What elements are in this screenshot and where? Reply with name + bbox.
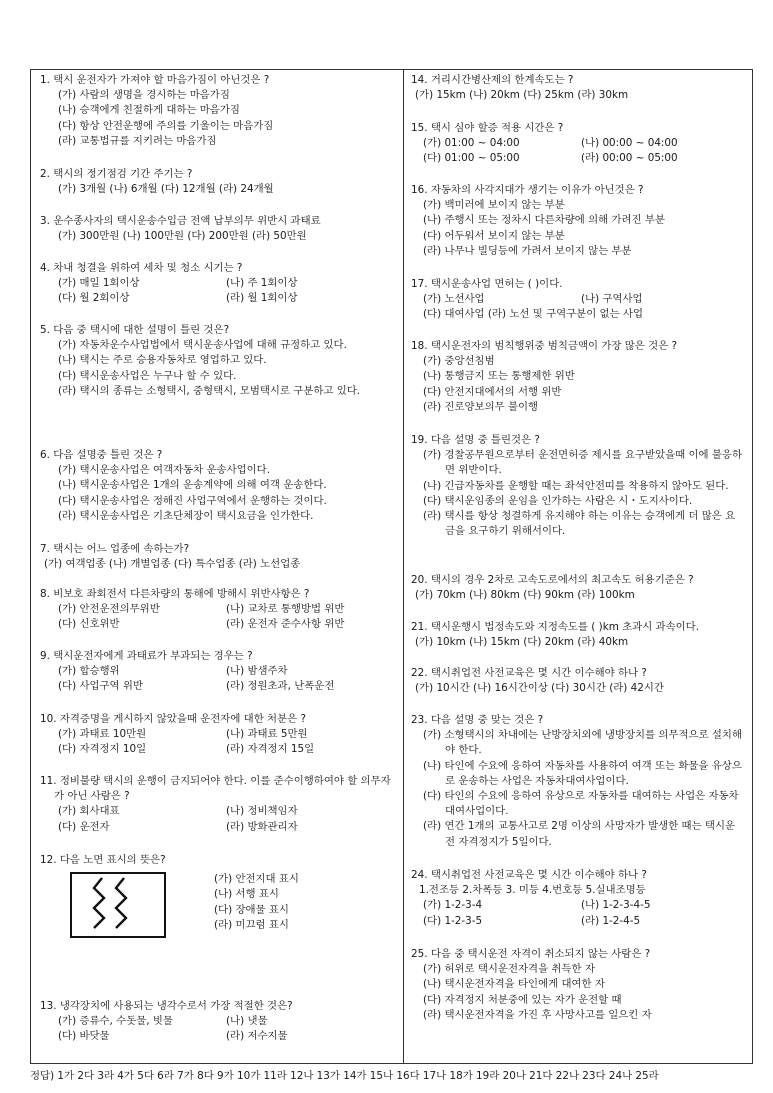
option: (라) 00:00 ~ 05:00 <box>581 152 678 165</box>
option: (나) 통행금지 또는 통행제한 위반 <box>423 370 575 383</box>
option: (가) 자동차운수사업법에서 택시운송사업에 대해 규정하고 있다. <box>58 339 347 352</box>
question-10 <box>40 712 395 758</box>
question-title: 23. 다음 설명 중 맞는 것은 ? <box>411 714 544 726</box>
option-row <box>58 742 395 757</box>
option: (다) 바닷물 <box>58 1030 110 1043</box>
option: (다) 택시운송사업은 누구나 할 수 있다. <box>58 369 237 382</box>
option-line: (가) 70km (나) 80km (다) 90km (라) 100km <box>415 589 635 602</box>
option: (다) 항상 안전운행에 주의를 기울이는 마음가짐 <box>58 119 274 132</box>
question-21 <box>411 620 745 650</box>
question-title: 2. 택시의 정기점검 기간 주기는 ? <box>40 168 193 180</box>
question-title: 11. 정비불량 택시의 운행이 금지되어야 한다. 이를 준수이행하여야 할 의무자가 아닌 사람은 ? <box>40 775 391 803</box>
question-2 <box>40 167 395 197</box>
question-title: 18. 택시운전자의 범칙행위중 범칙금액이 가장 많은 것은 ? <box>411 340 677 352</box>
option: (나) 냇물 <box>226 1015 268 1028</box>
option-row <box>58 276 395 291</box>
option: (다) 월 2회이상 <box>58 292 130 305</box>
option: (가) 백미러에 보이지 않는 부분 <box>423 199 565 212</box>
option: (가) 1-2-3-4 <box>423 899 483 912</box>
option: (라) 정원초과, 난폭운전 <box>226 680 335 693</box>
question-title: 17. 택시운송사업 면허는 ( )이다. <box>411 278 563 290</box>
option: (라) 교통법규를 지키려는 마음가짐 <box>58 134 217 147</box>
question-23 <box>411 713 745 850</box>
option: (다) 택시운송사업은 정해진 사업구역에서 운행하는 것이다. <box>58 494 327 507</box>
option: (라) 운전자 준수사항 위반 <box>226 618 345 631</box>
option-row <box>423 898 745 913</box>
option: (가) 회사대표 <box>58 805 120 818</box>
zigzag-marking-icon <box>72 874 164 936</box>
option-row <box>58 617 395 632</box>
question-9 <box>40 649 395 695</box>
option: (나) 택시운전자격을 타인에게 대여한 자 <box>423 978 605 991</box>
question-title: 4. 차내 청결을 위하여 세차 및 청소 시기는 ? <box>40 262 243 274</box>
question-5 <box>40 323 395 399</box>
question-24 <box>411 868 745 929</box>
option: (나) 1-2-3-4-5 <box>581 899 651 912</box>
option: (다) 01:00 ~ 05:00 <box>423 152 520 165</box>
option: (가) 01:00 ~ 04:00 <box>423 137 520 150</box>
option: (다) 택시운임종의 운임을 인가하는 사람은 시・도지사이다. <box>423 494 693 507</box>
question-3 <box>40 214 395 244</box>
option: (가) 증류수, 수돗물, 빗물 <box>58 1015 173 1028</box>
question-title: 22. 택시취업전 사전교육은 몇 시간 이수해야 하나 ? <box>411 667 647 679</box>
option: (다) 장애물 표시 <box>214 903 289 916</box>
option: (나) 타인에 수요에 응하여 자동차를 사용하여 여객 또는 화물을 유상으로 운송하는 사업은 자동차대여사업이다. <box>423 759 742 787</box>
option: (라) 택시의 종류는 소형택시, 중형택시, 모범택시로 구분하고 있다. <box>58 384 361 397</box>
option-row <box>58 820 395 835</box>
option: (나) 택시는 주로 승용자동차로 영업하고 있다. <box>58 354 267 367</box>
option: (가) 과태료 10만원 <box>58 728 147 741</box>
question-title: 12. 다음 노면 표시의 뜻은? <box>40 854 166 866</box>
question-title: 19. 다음 설명 중 틀린것은 ? <box>411 434 540 446</box>
question-title: 15. 택시 심야 할증 적용 시간은 ? <box>411 122 564 134</box>
option: (나) 밤샘주차 <box>226 665 288 678</box>
question-title: 1. 택시 운전자가 가져야 할 마음가짐이 아닌것은 ? <box>40 74 270 86</box>
question-22 <box>411 666 745 696</box>
option: (나) 00:00 ~ 04:00 <box>581 137 678 150</box>
question-17 <box>411 277 745 323</box>
option: (라) 연간 1개의 교통사고로 2명 이상의 사망자가 발생한 때는 택시운전 자격정지가 5일이다. <box>423 820 736 848</box>
option: (가) 경찰공무원으로부터 운전면허증 제시를 요구받았을때 이에 불응하면 위반이다. <box>423 449 743 477</box>
option-row <box>423 292 745 307</box>
question-title: 14. 거리시간병산제의 한계속도는 ? <box>411 74 574 86</box>
option: (가) 안전운전의무위반 <box>58 603 160 616</box>
option: (라) 택시를 항상 청결하게 유지해야 하는 이유는 승객에게 더 많은 요금을 요구하기 위해서이다. <box>423 510 736 538</box>
option-row <box>58 804 395 819</box>
question-18 <box>411 339 745 415</box>
option: (라) 자격정지 15일 <box>226 743 315 756</box>
option-line: (가) 10km (나) 15km (다) 20km (라) 40km <box>415 636 629 649</box>
option: (라) 나무나 빌딩등에 가려서 보이지 않는 부분 <box>423 244 632 257</box>
question-title: 16. 자동차의 사각지대가 생기는 이유가 아닌것은 ? <box>411 184 644 196</box>
question-title: 24. 택시취업전 사전교육은 몇 시간 이수해야 하나 ? <box>411 869 647 881</box>
option: (가) 사람의 생명을 경시하는 마음가짐 <box>58 89 230 102</box>
option-row <box>58 602 395 617</box>
question-12 <box>40 853 395 938</box>
option: (다) 1-2-3-5 <box>423 914 483 927</box>
road-sign-block <box>40 872 395 938</box>
question-16 <box>411 183 745 259</box>
question-15 <box>411 121 745 167</box>
option-row <box>423 136 745 151</box>
option: (다) 어두워서 보이지 않는 부분 <box>423 229 565 242</box>
answer-key: 정답) 1가 2다 3라 4가 5다 6라 7가 8다 9가 10가 11라 12나 13가 14가 15나 16다 17나 18가 19라 20나 21다 22나 23다 24나 25라 <box>30 1070 659 1082</box>
question-4 <box>40 261 395 307</box>
question-20 <box>411 573 745 603</box>
option: (나) 서행 표시 <box>214 888 279 901</box>
question-title: 6. 다음 설명중 틀린 것은 ? <box>40 449 163 461</box>
option: (나) 주행시 또는 정차시 다른차량에 의해 가려진 부분 <box>423 214 666 227</box>
option: (나) 긴급자동차를 운행할 때는 좌석안전띠를 착용하지 않아도 된다. <box>423 479 729 492</box>
option-line: (가) 300만원 (나) 100만원 (다) 200만원 (라) 50만원 <box>58 230 307 243</box>
quiz-sheet <box>30 69 753 1085</box>
option: (라) 저수지물 <box>226 1030 288 1043</box>
option: (라) 택시운전자격을 가진 후 사망사고를 일으킨 자 <box>423 1008 652 1021</box>
option-line: (가) 15km (나) 20km (다) 25km (라) 30km <box>415 89 629 102</box>
option: (나) 교차로 통행방법 위반 <box>226 603 345 616</box>
option-row <box>58 664 395 679</box>
option: (나) 과태료 5만원 <box>226 728 308 741</box>
option: (나) 승객에게 친절하게 대하는 마음가짐 <box>58 104 240 117</box>
item-list: 1.전조등 2.차폭등 3. 미등 4.번호등 5.실내조명등 <box>419 884 646 897</box>
question-title: 13. 냉각장치에 사용되는 냉각수로서 가장 적절한 것은? <box>40 1000 293 1012</box>
option: (다) 안전지대에서의 서행 위반 <box>423 385 562 398</box>
question-title: 3. 운수종사자의 택시운송수입금 전액 납부의무 위반시 과태료 <box>40 215 321 227</box>
question-8 <box>40 587 395 633</box>
question-title: 7. 택시는 어느 업종에 속하는가? <box>40 543 190 555</box>
option-row <box>58 679 395 694</box>
option: (다) 신호위반 <box>58 618 120 631</box>
option: (나) 정비책임자 <box>226 805 298 818</box>
question-title: 5. 다음 중 택시에 대한 설명이 틀린 것은? <box>40 324 230 336</box>
question-13 <box>40 999 395 1045</box>
option: (라) 방화관리자 <box>226 820 298 833</box>
option-row <box>58 727 395 742</box>
option-row <box>423 151 745 166</box>
option: (다) 사업구역 위반 <box>58 680 143 693</box>
option: (라) 미끄럼 표시 <box>214 918 289 931</box>
option: (다) 자격정지 10일 <box>58 743 147 756</box>
option: (가) 안전지대 표시 <box>214 873 299 886</box>
question-7 <box>40 542 395 572</box>
question-14 <box>411 73 745 103</box>
option: (다) 타인의 수요에 응하여 유상으로 자동차를 대여하는 사업은 자동차대여사업이다. <box>423 790 739 818</box>
question-title: 8. 비보호 좌회전서 다른차량의 통해에 방해시 위반사항은 ? <box>40 588 310 600</box>
option-line: (가) 10시간 (나) 16시간이상 (다) 30시간 (라) 42시간 <box>415 682 664 695</box>
question-title: 10. 자격증명을 게시하지 않았을때 운전자에 대한 처분은 ? <box>40 713 306 725</box>
option: (다) 자격정지 처분중에 있는 자가 운전할 때 <box>423 993 622 1006</box>
option-line: (다) 대여사업 (라) 노선 및 구역구분이 없는 사업 <box>423 308 644 321</box>
option: (나) 주 1회이상 <box>226 277 298 290</box>
option: (라) 1-2-4-5 <box>581 914 641 927</box>
column-divider <box>403 69 404 1064</box>
option: (가) 합승행위 <box>58 665 120 678</box>
question-title: 9. 택시운전자에게 과태료가 부과되는 경우는 ? <box>40 650 253 662</box>
road-marking-figure <box>70 872 166 938</box>
question-19 <box>411 433 745 539</box>
question-title: 21. 택시운행시 법정속도와 지정속도를 ( )km 초과시 과속이다. <box>411 621 700 633</box>
option: (가) 택시운송사업은 여객자동차 운송사업이다. <box>58 464 271 477</box>
question-title: 25. 다음 중 택시운전 자격이 취소되지 않는 사람은 ? <box>411 948 651 960</box>
question-title: 20. 택시의 경우 2차로 고속도로에서의 최고속도 허용기준은 ? <box>411 574 694 586</box>
option: (라) 택시운송사업은 기초단체장이 택시요금을 인가한다. <box>58 509 314 522</box>
question-6 <box>40 448 395 524</box>
option-line: (가) 3개월 (나) 6개월 (다) 12개월 (라) 24개월 <box>58 183 274 196</box>
option-line: (가) 여객업종 (나) 개별업종 (다) 특수업종 (라) 노선업종 <box>44 558 301 571</box>
option-row <box>423 914 745 929</box>
option: (가) 허위로 택시운전자격을 취득한 자 <box>423 963 595 976</box>
question-1 <box>40 73 395 149</box>
question-25 <box>411 947 745 1023</box>
option: (가) 매일 1회이상 <box>58 277 140 290</box>
option: (가) 중앙선침범 <box>423 355 495 368</box>
option: (라) 진로양보의무 불이행 <box>423 400 539 413</box>
option-row <box>58 1029 395 1044</box>
option-row <box>58 1014 395 1029</box>
option: (다) 운전자 <box>58 820 110 833</box>
option: (가) 소형택시의 차내에는 난방장치외에 냉방장치를 의무적으로 설치해야 한다. <box>423 729 743 757</box>
option-list <box>214 872 299 938</box>
option-row <box>58 291 395 306</box>
option: (나) 택시운송사업은 1개의 운송계약에 의해 여객 운송한다. <box>58 479 327 492</box>
option: (라) 월 1회이상 <box>226 292 298 305</box>
option: (가) 노선사업 <box>423 293 485 306</box>
question-11 <box>40 774 395 835</box>
option: (나) 구역사업 <box>581 293 643 306</box>
